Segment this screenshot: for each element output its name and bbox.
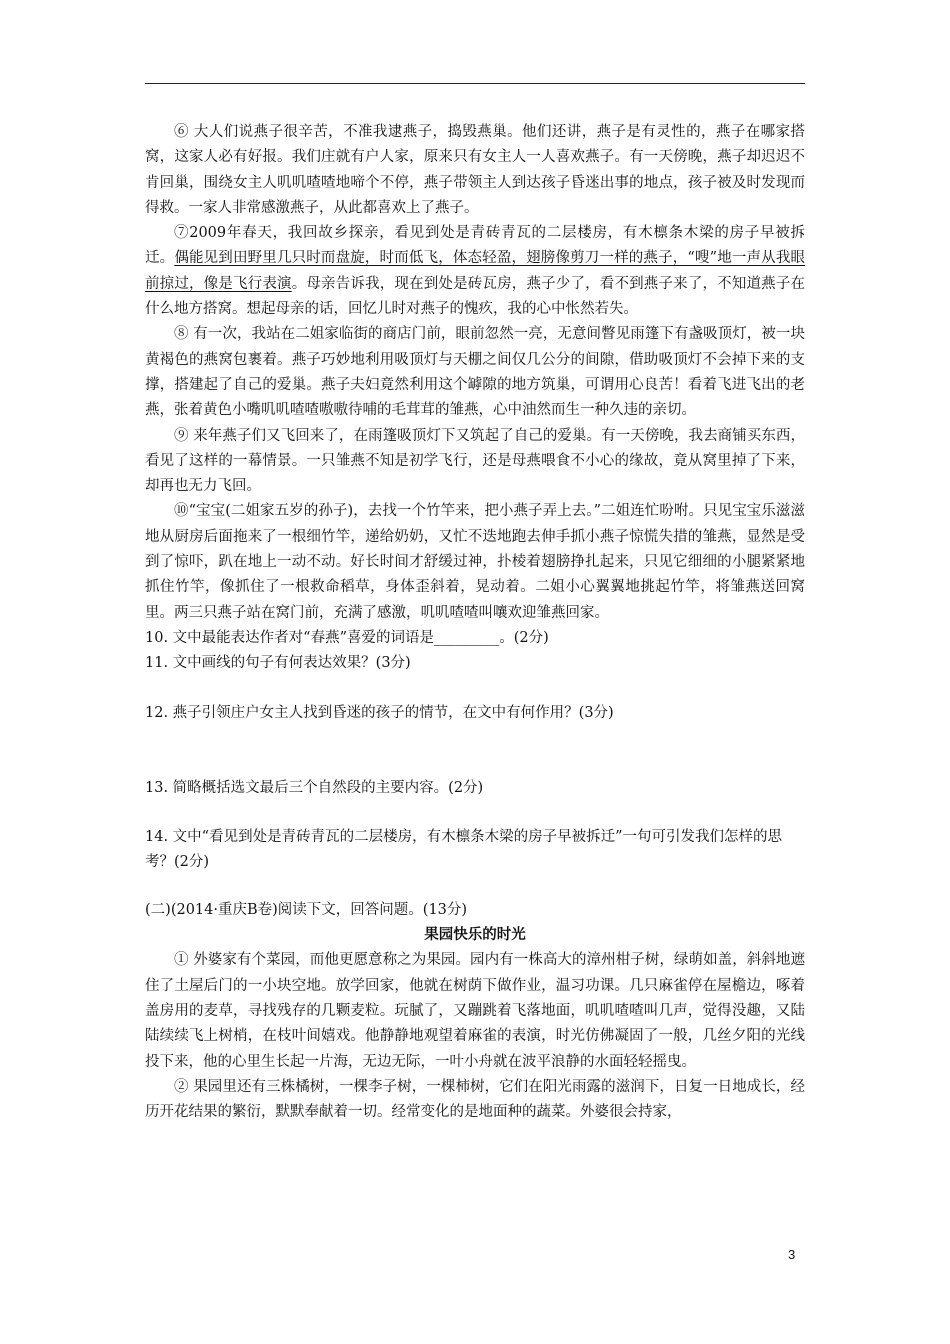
paragraph-6: ⑥ 大人们说燕子很辛苦，不准我逮燕子，捣毁燕巢。他们还讲，燕子是有灵性的，燕子在哪家搭窝，这家人必有好报。我们庄就有户人家，原来只有女主人一人喜欢燕子。有一天傍晚，燕子却迟迟不肯回巢，围绕女主人叽叽喳喳地啼个不停，燕子带领主人到达孩子昏迷出事的地点，孩子被及时发现而得救。一家人非常感激燕子，从此都喜欢上了燕子。 xyxy=(145,124,805,216)
question-10: 10. 文中最能表达作者对“春燕”喜爱的词语是_________。(2分) xyxy=(145,629,549,646)
section-heading: (二)(2014·重庆B卷)阅读下文，回答问题。(13分) xyxy=(145,901,468,918)
paragraph-10: ⑩“宝宝(二姐家五岁的孙子)，去找一个竹竿来，把小燕子弄上去。”二姐连忙吩咐。只见宝宝乐滋滋地从厨房后面拖来了一根细竹竿，递给奶奶，又忙不迭地跑去伸手抓小燕子惊慌失措的雏燕，显然是受到了惊吓，趴在地上一动不动。好长时间才舒缓过神，扑棱着翅膀挣扎起来，只见它细细的小腿紧紧地抓住竹竿，像抓住了一根救命稻草，身体歪斜着，晃动着。二姐小心翼翼地挑起竹竿，将雏燕送回窝里。两三只燕子站在窝门前，充满了感激，叽叽喳喳叫嚷欢迎雏燕回家。 xyxy=(145,503,805,621)
section2-paragraph-1: ① 外婆家有个菜园，而他更愿意称之为果园。园内有一株高大的漳州柑子树，绿萌如盖，斜斜地遮住了土屋后门的一小块空地。放学回家，他就在树荫下做作业，温习功课。几只麻雀停在屋檐边，啄着盖房用的麦草，寻找残存的几颗麦粒。玩腻了，又蹦跳着飞落地面，叽叽喳喳叫几声，觉得没趣，又陆陆续续飞上树梢，在枝叶间嬉戏。他静静地观望着麻雀的表演，时光仿佛凝固了一般，几丝夕阳的光线投下来，他的心里生长起一片海，无边无际，一叶小舟就在波平浪静的水面轻轻摇曳。 xyxy=(145,952,805,1070)
answer-space xyxy=(145,801,805,825)
page-number: 3 xyxy=(788,1247,796,1262)
paragraph-9: ⑨ 来年燕子们又飞回来了，在雨篷吸顶灯下又筑起了自己的爱巢。有一天傍晚，我去商铺买东西，看见了这样的一幕情景。一只雏燕不知是初学飞行，还是母燕喂食不小心的缘故，竟从窝里掉了下来，却再也无力飞回。 xyxy=(145,427,805,495)
section2-paragraph-2: ② 果园里还有三株橘树，一棵李子树，一棵柿树，它们在阳光雨露的滋润下，日复一日地成长，经历开花结果的繁衍，默默奉献着一切。经常变化的是地面种的蔬菜。外婆很会持家， xyxy=(145,1078,805,1121)
answer-space xyxy=(145,876,805,898)
paragraph-7-text-b: 。母亲告诉我，现在到处是砖瓦房，燕子少了，看不到燕子来了，不知道燕子在什么地方搭窝。想起母亲的话，回忆儿时对燕子的愧疚，我的心中怅然若失。 xyxy=(145,275,806,318)
underlined-sentence: 偶能见到田野里几只时而盘旋，时而低飞，体态轻盈，翅膀像剪刀一样的燕子，“嗖”地一声从我眼前掠过，像是飞行表演 xyxy=(145,250,806,292)
question-11: 11. 文中画线的句子有何表达效果？(3分) xyxy=(145,655,411,672)
paragraph-7-text-a: ⑦2009年春天，我回故乡探亲，看见到处是青砖青瓦的二层楼房，有木檩条木梁的房子早被拆迁。 xyxy=(145,225,805,267)
question-14: 14. 文中“看见到处是青砖青瓦的二层楼房，有木檩条木梁的房子早被拆迁”一句可引发我们怎样的思考？(2分) xyxy=(145,829,782,871)
header-rule xyxy=(145,83,805,84)
question-13: 13. 简略概括选文最后三个自然段的主要内容。(2分) xyxy=(145,779,484,796)
question-12: 12. 燕子引领庄户女主人找到昏迷的孩子的情节，在文中有何作用？(3分) xyxy=(145,704,614,721)
paragraph-8: ⑧ 有一次，我站在二姐家临街的商店门前，眼前忽然一亮，无意间瞥见雨篷下有盏吸顶灯，被一块黄褐色的燕窝包裹着。燕子巧妙地利用吸顶灯与天棚之间仅几公分的间隙，借助吸顶灯不会掉下来的支撑，搭建起了自己的爱巢。燕子夫妇竟然利用这个罅隙的地方筑巢，可谓用心良苦！看着飞进飞出的老燕，张着黄色小嘴叽叽喳喳嗷嗷待哺的毛茸茸的雏燕，心中油然而生一种久违的亲切。 xyxy=(145,326,805,419)
article-title: 果园快乐的时光 xyxy=(424,927,526,944)
answer-space xyxy=(145,677,805,701)
answer-space xyxy=(145,726,805,776)
document-body xyxy=(145,120,805,1125)
paragraph-7 xyxy=(145,221,805,322)
